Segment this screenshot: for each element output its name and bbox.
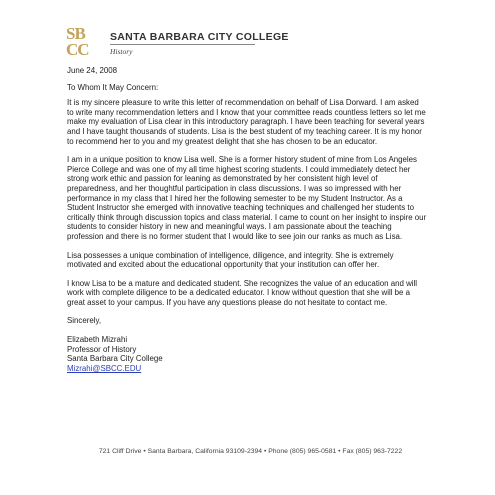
paragraph-conclusion: I know Lisa to be a mature and dedicated student. She recognizes the value of an education and will work with complete diligence to be a dedicated educator. I know without question that she will be a great asset to your campus. If you have any questions please do not hesitate to contact me. (67, 278, 418, 307)
header-divider (110, 44, 255, 45)
sbcc-logo: SB CC (66, 24, 89, 59)
closing: Sincerely, (67, 316, 102, 326)
letter-date: June 24, 2008 (67, 66, 118, 75)
paragraph-qualities: Lisa possesses a unique combination of intelligence, diligence, and integrity. She is extremely motivated and excited about the educational opportunity that your institution can offer her. (67, 250, 394, 270)
signer-title: Professor of History (67, 344, 137, 354)
paragraph-intro: It is my sincere pleasure to write this letter of recommendation on behalf of Lisa Dorward. I am asked to write many recommendation letters and I know that your committee reads countless letters so let me make my evaluation of Lisa clear in this introductory paragraph. I have been teaching for several years and I have taught thousands of students. Lisa is the best student of my teaching career. It is my honor to recommend her to you and my greatest delight that she has chosen to be an educator. (67, 98, 426, 146)
department-name: History (110, 47, 133, 56)
paragraph-background: I am in a unique position to know Lisa well. She is a former history student of mine from Los Angeles Pierce College and was one of my all time highest scoring students. I could immediately detect her strong work ethic and passion for leaning as demonstrated by her consistent high level of preparedness, and her thoughtful participation in class discussions. I was so impressed with her performance in my class that I hired her the following semester to be my Student Instructor. As a Student Instructor she emerged with innovative teaching techniques and challenged her students to critically think through discussion topics and class material. I came to count on her insight to inspire our students to consider history in new and meaningful ways. I am passionate about the teaching profession and there is no former student that I would like to see join our ranks as much as Lisa. (67, 155, 427, 241)
signer-institution: Santa Barbara City College (67, 354, 163, 364)
college-name: SANTA BARBARA CITY COLLEGE (110, 31, 289, 43)
signer-name: Elizabeth Mizrahi (67, 335, 128, 345)
signer-email-link[interactable]: Mizrahi@SBCC.EDU (67, 363, 142, 373)
footer-address: 721 Cliff Drive • Santa Barbara, California 93109-2394 • Phone (805) 965-0581 • Fax (805) 963-7222 (98, 448, 403, 455)
salutation: To Whom It May Concern: (67, 82, 159, 92)
signature-block (67, 335, 427, 373)
letter-body (67, 66, 427, 373)
